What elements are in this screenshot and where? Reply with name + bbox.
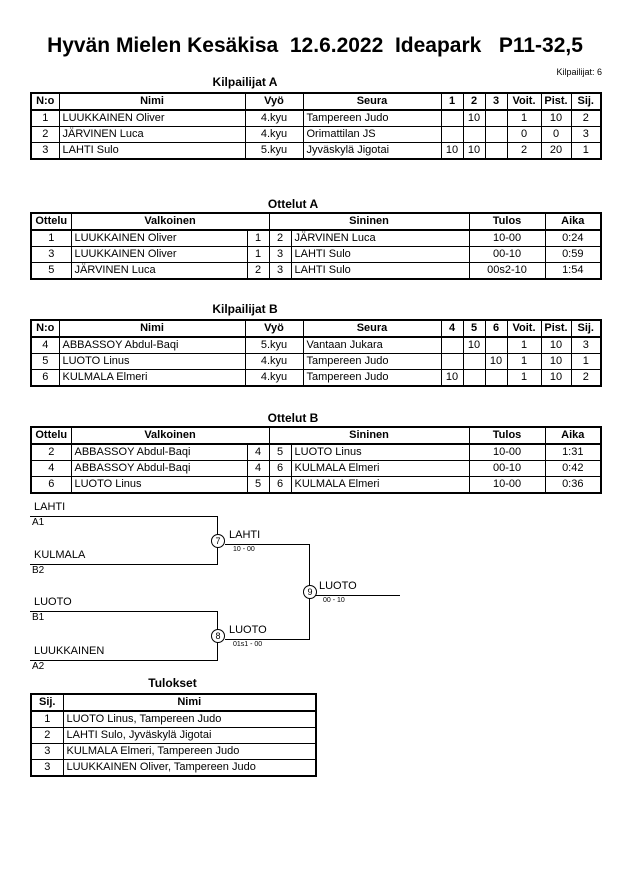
cell-result: 00-10 <box>469 461 545 477</box>
cell-white-no: 4 <box>247 444 269 461</box>
cell-name: LUUKKAINEN Oliver, Tampereen Judo <box>63 760 316 777</box>
col-header-blue: Sininen <box>269 427 469 444</box>
cell-white-name: ABBASSOY Abdul-Baqi <box>71 444 247 461</box>
bracket-slot-semi2-bottom <box>30 645 218 673</box>
bracket-seed-label: A2 <box>32 661 45 672</box>
bracket-seed-label: B2 <box>32 565 45 576</box>
col-header-match: Ottelu <box>31 213 71 230</box>
bracket-match-score: 01s1 - 00 <box>233 641 263 648</box>
col-header-belt: Vyö <box>245 320 303 337</box>
results-table <box>30 693 317 777</box>
bracket-slot-final-winner <box>315 580 400 605</box>
table-header-row <box>31 694 316 711</box>
cell-r2: 10 <box>463 337 485 354</box>
cell-name: KULMALA Elmeri <box>59 370 245 387</box>
cell-club: Orimattilan JS <box>303 127 441 143</box>
cell-result: 10-00 <box>469 477 545 494</box>
col-header-place: Sij. <box>571 93 601 110</box>
page-title: Hyvän Mielen Kesäkisa 12.6.2022 Ideapark P11-32,5 <box>47 34 583 57</box>
cell-r3 <box>485 127 507 143</box>
col-header-wins: Voit. <box>507 320 541 337</box>
cell-club: Tampereen Judo <box>303 370 441 387</box>
col-header-r1: 1 <box>441 93 463 110</box>
cell-name: LUOTO Linus <box>59 354 245 370</box>
cell-points: 10 <box>541 110 571 127</box>
cell-result: 10-00 <box>469 444 545 461</box>
cell-time: 1:54 <box>545 263 601 280</box>
cell-place: 1 <box>571 354 601 370</box>
cell-place: 3 <box>571 337 601 354</box>
cell-match-no: 3 <box>31 247 71 263</box>
bracket-slot-semi1-top <box>30 501 218 529</box>
cell-result: 00s2-10 <box>469 263 545 280</box>
table-row <box>31 127 601 143</box>
cell-club: Jyväskylä Jigotai <box>303 143 441 160</box>
cell-belt: 4.kyu <box>245 354 303 370</box>
cell-place: 3 <box>571 127 601 143</box>
cell-blue-name: JÄRVINEN Luca <box>291 230 469 247</box>
cell-r3 <box>485 370 507 387</box>
cell-no: 6 <box>31 370 59 387</box>
table-row <box>31 247 601 263</box>
table-header-row <box>31 320 601 337</box>
cell-wins: 1 <box>507 354 541 370</box>
cell-r3: 10 <box>485 354 507 370</box>
table-row <box>31 461 601 477</box>
cell-place: 3 <box>31 744 63 760</box>
bracket-slot-semi1-winner <box>225 529 310 554</box>
cell-belt: 5.kyu <box>245 337 303 354</box>
table-row <box>31 354 601 370</box>
cell-time: 0:59 <box>545 247 601 263</box>
col-header-no: N:o <box>31 320 59 337</box>
cell-wins: 1 <box>507 337 541 354</box>
cell-match-no: 5 <box>31 263 71 280</box>
bracket-player-name: KULMALA <box>30 549 218 565</box>
col-header-points: Pist. <box>541 93 571 110</box>
competitors-count-label: Kilpailijat: 6 <box>556 67 602 77</box>
col-header-no: N:o <box>31 93 59 110</box>
cell-place: 3 <box>31 760 63 777</box>
col-header-wins: Voit. <box>507 93 541 110</box>
bracket-player-name: LUOTO <box>30 596 218 612</box>
table-header-row <box>31 93 601 110</box>
col-header-r3: 6 <box>485 320 507 337</box>
bracket-match-score: 00 - 10 <box>323 597 345 604</box>
cell-blue-name: LAHTI Sulo <box>291 247 469 263</box>
cell-name: LAHTI Sulo, Jyväskylä Jigotai <box>63 728 316 744</box>
bracket-player-name: LUUKKAINEN <box>30 645 218 661</box>
cell-points: 10 <box>541 337 571 354</box>
cell-points: 10 <box>541 354 571 370</box>
col-header-r2: 5 <box>463 320 485 337</box>
table-header-row <box>31 427 601 444</box>
table-row <box>31 263 601 280</box>
cell-blue-name: KULMALA Elmeri <box>291 461 469 477</box>
cell-blue-name: KULMALA Elmeri <box>291 477 469 494</box>
cell-blue-no: 6 <box>269 461 291 477</box>
bracket-winner-name: LUOTO <box>225 624 310 640</box>
bracket-winner-name: LAHTI <box>225 529 310 545</box>
table-row <box>31 760 316 777</box>
cell-match-no: 1 <box>31 230 71 247</box>
cell-match-no: 6 <box>31 477 71 494</box>
col-header-name: Nimi <box>59 93 245 110</box>
cell-result: 00-10 <box>469 247 545 263</box>
cell-blue-no: 3 <box>269 263 291 280</box>
cell-white-name: ABBASSOY Abdul-Baqi <box>71 461 247 477</box>
cell-points: 10 <box>541 370 571 387</box>
cell-r2 <box>463 354 485 370</box>
cell-r1 <box>441 127 463 143</box>
col-header-r1: 4 <box>441 320 463 337</box>
table-row <box>31 230 601 247</box>
table-header-row <box>31 213 601 230</box>
bracket-match-number: 7 <box>211 534 225 548</box>
cell-r1 <box>441 110 463 127</box>
results-heading: Tulokset <box>148 676 197 690</box>
cell-belt: 4.kyu <box>245 370 303 387</box>
cell-white-name: LUOTO Linus <box>71 477 247 494</box>
bracket-match-number: 9 <box>303 585 317 599</box>
table-row <box>31 110 601 127</box>
bracket-seed-label: B1 <box>32 612 45 623</box>
cell-no: 5 <box>31 354 59 370</box>
cell-no: 2 <box>31 127 59 143</box>
cell-result: 10-00 <box>469 230 545 247</box>
col-header-match: Ottelu <box>31 427 71 444</box>
cell-r1 <box>441 337 463 354</box>
col-header-time: Aika <box>545 427 601 444</box>
bracket-match-score: 10 - 00 <box>233 546 255 553</box>
cell-r3 <box>485 110 507 127</box>
bracket-winner-name: LUOTO <box>315 580 400 596</box>
col-header-name: Nimi <box>59 320 245 337</box>
col-header-blue: Sininen <box>269 213 469 230</box>
cell-place: 1 <box>571 143 601 160</box>
cell-name: KULMALA Elmeri, Tampereen Judo <box>63 744 316 760</box>
cell-place: 1 <box>31 711 63 728</box>
cell-name: LUOTO Linus, Tampereen Judo <box>63 711 316 728</box>
cell-no: 4 <box>31 337 59 354</box>
table-row <box>31 143 601 160</box>
col-header-place: Sij. <box>31 694 63 711</box>
cell-blue-name: LAHTI Sulo <box>291 263 469 280</box>
col-header-place: Sij. <box>571 320 601 337</box>
col-header-result: Tulos <box>469 427 545 444</box>
cell-blue-no: 3 <box>269 247 291 263</box>
cell-wins: 2 <box>507 143 541 160</box>
cell-no: 1 <box>31 110 59 127</box>
medal-bracket <box>0 498 630 688</box>
cell-match-no: 2 <box>31 444 71 461</box>
table-row <box>31 711 316 728</box>
pool-b-table <box>30 319 602 387</box>
pool-b-heading: Kilpailijat B <box>212 302 278 316</box>
cell-wins: 1 <box>507 110 541 127</box>
col-header-name: Nimi <box>63 694 316 711</box>
cell-white-name: LUUKKAINEN Oliver <box>71 247 247 263</box>
cell-club: Vantaan Jukara <box>303 337 441 354</box>
cell-r2: 10 <box>463 110 485 127</box>
cell-name: JÄRVINEN Luca <box>59 127 245 143</box>
table-row <box>31 444 601 461</box>
pool-a-heading: Kilpailijat A <box>212 75 278 89</box>
bracket-match-number: 8 <box>211 629 225 643</box>
matches-b-heading: Ottelut B <box>267 411 319 425</box>
cell-points: 0 <box>541 127 571 143</box>
cell-time: 0:42 <box>545 461 601 477</box>
cell-club: Tampereen Judo <box>303 110 441 127</box>
cell-points: 20 <box>541 143 571 160</box>
cell-match-no: 4 <box>31 461 71 477</box>
cell-blue-no: 5 <box>269 444 291 461</box>
cell-white-no: 5 <box>247 477 269 494</box>
cell-white-no: 1 <box>247 230 269 247</box>
bracket-slot-semi2-top <box>30 596 218 624</box>
col-header-r3: 3 <box>485 93 507 110</box>
cell-r3 <box>485 143 507 160</box>
bracket-seed-label: A1 <box>32 517 45 528</box>
cell-blue-name: LUOTO Linus <box>291 444 469 461</box>
cell-white-no: 4 <box>247 461 269 477</box>
cell-r2 <box>463 127 485 143</box>
cell-place: 2 <box>571 110 601 127</box>
cell-wins: 1 <box>507 370 541 387</box>
col-header-white: Valkoinen <box>71 213 269 230</box>
col-header-r2: 2 <box>463 93 485 110</box>
cell-time: 0:24 <box>545 230 601 247</box>
cell-belt: 4.kyu <box>245 110 303 127</box>
cell-r3 <box>485 337 507 354</box>
cell-r1: 10 <box>441 143 463 160</box>
cell-place: 2 <box>571 370 601 387</box>
pool-a-table <box>30 92 602 160</box>
col-header-club: Seura <box>303 320 441 337</box>
cell-r2: 10 <box>463 143 485 160</box>
matches-a-heading: Ottelut A <box>267 197 319 211</box>
matches-a-table <box>30 212 602 280</box>
cell-blue-no: 6 <box>269 477 291 494</box>
col-header-time: Aika <box>545 213 601 230</box>
cell-white-name: JÄRVINEN Luca <box>71 263 247 280</box>
bracket-player-name: LAHTI <box>30 501 218 517</box>
cell-time: 1:31 <box>545 444 601 461</box>
table-row <box>31 337 601 354</box>
cell-white-no: 1 <box>247 247 269 263</box>
col-header-white: Valkoinen <box>71 427 269 444</box>
cell-time: 0:36 <box>545 477 601 494</box>
bracket-slot-semi1-bottom <box>30 549 218 577</box>
col-header-points: Pist. <box>541 320 571 337</box>
matches-b-table <box>30 426 602 494</box>
cell-no: 3 <box>31 143 59 160</box>
cell-r1 <box>441 354 463 370</box>
cell-blue-no: 2 <box>269 230 291 247</box>
cell-belt: 4.kyu <box>245 127 303 143</box>
table-row <box>31 477 601 494</box>
cell-white-no: 2 <box>247 263 269 280</box>
cell-belt: 5.kyu <box>245 143 303 160</box>
cell-name: LAHTI Sulo <box>59 143 245 160</box>
col-header-belt: Vyö <box>245 93 303 110</box>
cell-r2 <box>463 370 485 387</box>
table-row <box>31 728 316 744</box>
table-row <box>31 744 316 760</box>
cell-place: 2 <box>31 728 63 744</box>
cell-r1: 10 <box>441 370 463 387</box>
cell-name: LUUKKAINEN Oliver <box>59 110 245 127</box>
cell-name: ABBASSOY Abdul-Baqi <box>59 337 245 354</box>
cell-white-name: LUUKKAINEN Oliver <box>71 230 247 247</box>
table-row <box>31 370 601 387</box>
cell-club: Tampereen Judo <box>303 354 441 370</box>
bracket-slot-semi2-winner <box>225 624 310 649</box>
cell-wins: 0 <box>507 127 541 143</box>
col-header-result: Tulos <box>469 213 545 230</box>
col-header-club: Seura <box>303 93 441 110</box>
